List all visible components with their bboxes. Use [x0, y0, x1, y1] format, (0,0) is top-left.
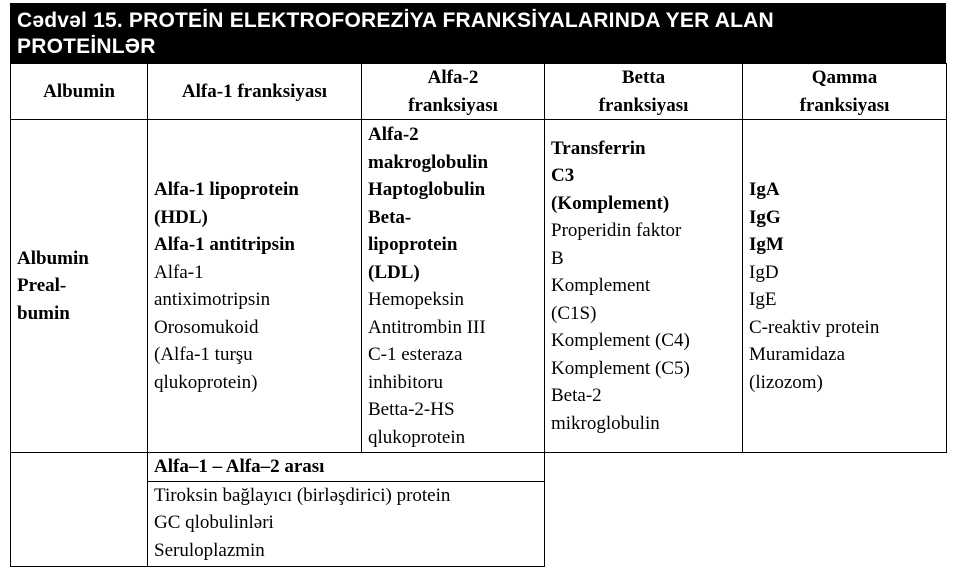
protein-fractions-table [10, 63, 947, 567]
caption-line-2: PROTEİNLƏR [17, 35, 156, 58]
cell-alfa2: Alfa-2 makroglobulin Haptoglobulin Beta- lipoprotein (LDL) Hemopeksin Antitrombin III C-1 esteraza inhibitoru Betta-2-HS qlukoprotein [362, 120, 545, 453]
header-qamma: Qamma franksiyası [743, 64, 947, 120]
between-item: Seruloplazmin [154, 539, 265, 561]
cell-alfa1: Alfa-1 lipoprotein (HDL) Alfa-1 antitripsin Alfa-1 antiximotripsin Orosomukoid (Alfa-1 turşu qlukoprotein) [148, 120, 362, 453]
caption-line-1: Cədvəl 15. PROTEİN ELEKTROFOREZİYA FRANKSİYALARINDA YER ALAN [17, 9, 774, 32]
cell-qamma: IgA IgG IgM IgD IgE C-reaktiv protein Muramidaza (lizozom) [743, 120, 947, 453]
header-row [11, 64, 947, 120]
header-betta: Betta franksiyası [545, 64, 743, 120]
header-alfa1: Alfa-1 franksiyası [148, 64, 362, 120]
between-heading: Alfa–1 – Alfa–2 arası [148, 453, 544, 482]
bottom-row [11, 453, 947, 567]
header-alfa2: Alfa-2 franksiyası [362, 64, 545, 120]
cell-albumin: Albumin Preal- bumin [11, 120, 148, 453]
header-albumin: Albumin [11, 64, 148, 120]
cell-between-alfa1-alfa2 [148, 453, 545, 567]
main-row [11, 120, 947, 453]
cell-bottom-right-empty [545, 453, 947, 567]
between-list [148, 482, 544, 565]
between-item: GC qlobulinləri [154, 512, 274, 533]
cell-betta: Transferrin C3 (Komplement) Properidin faktor B Komplement (C1S) Komplement (C4) Komplement (C5) Beta-2 mikroglobulin [545, 120, 743, 453]
cell-bottom-empty [11, 453, 148, 567]
table-caption [10, 3, 946, 63]
between-item: Tiroksin bağlayıcı (birləşdirici) protein [154, 484, 451, 506]
